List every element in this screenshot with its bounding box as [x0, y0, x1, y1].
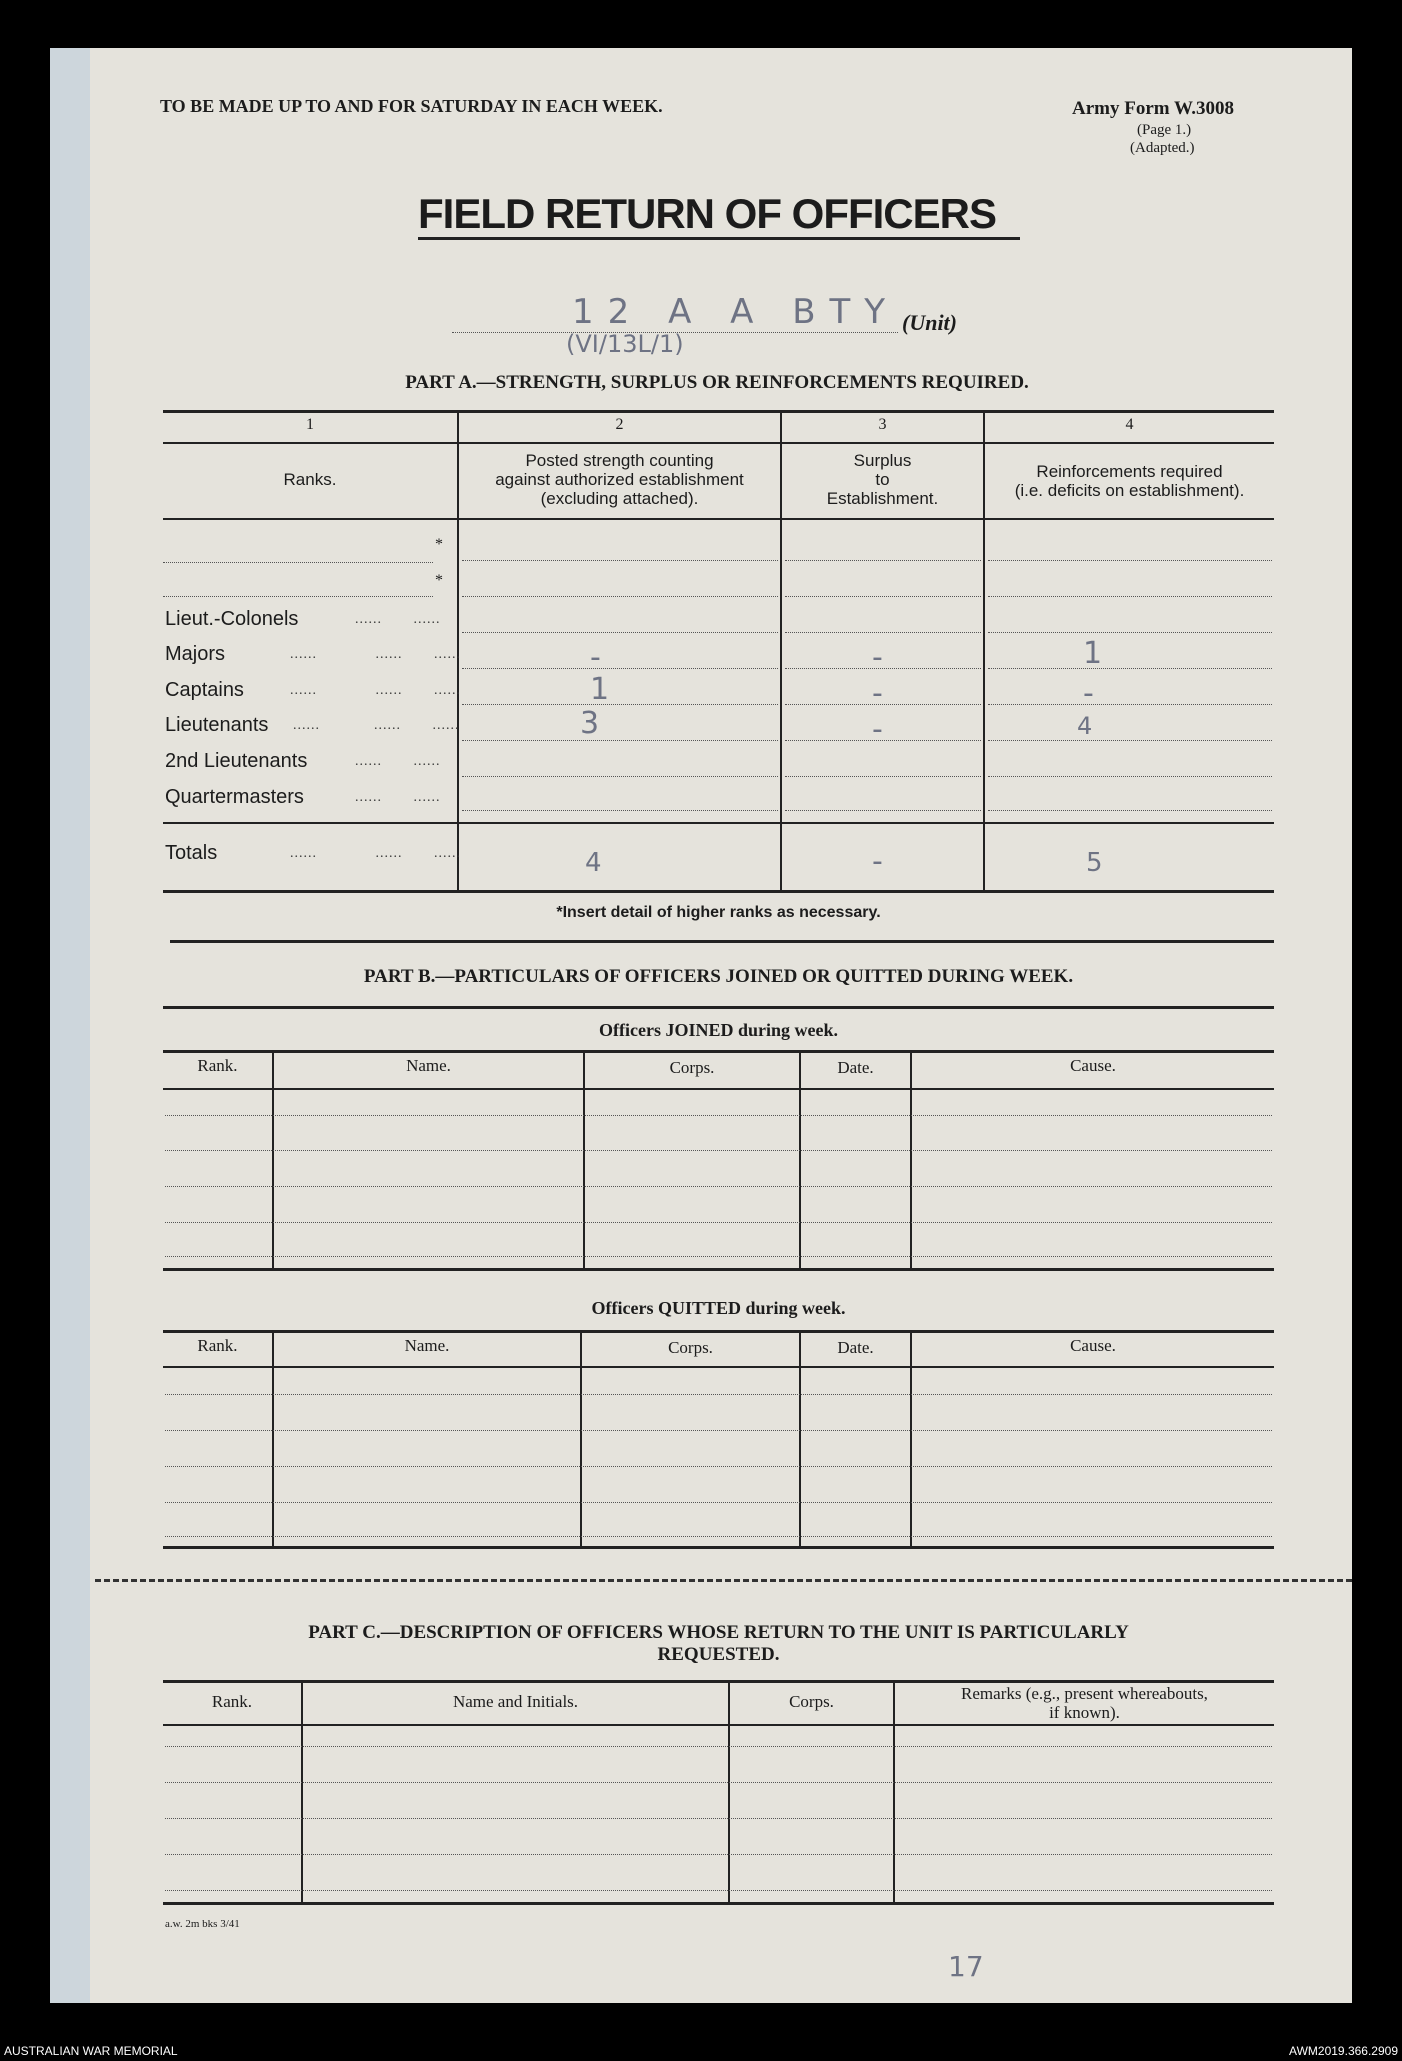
quitted-title: Officers QUITTED during week. — [591, 1298, 846, 1318]
col-header-ranks: Ranks. — [283, 470, 337, 489]
quitted-col-date: Date. — [837, 1338, 874, 1357]
totals-surplus: - — [872, 844, 883, 879]
form-number: Army Form W.3008 — [1072, 98, 1235, 119]
joined-title: Officers JOINED during week. — [599, 1020, 838, 1040]
lieutenants-surplus: - — [872, 712, 883, 747]
totals-reinforcements: 5 — [1086, 848, 1103, 878]
part-c-row-line — [165, 1782, 1272, 1783]
joined-divider — [910, 1052, 912, 1268]
col-header-reinforcements — [985, 462, 1274, 500]
majors-posted: - — [590, 640, 601, 675]
instruction-text: TO BE MADE UP TO AND FOR SATURDAY IN EACH WEEK. — [160, 96, 663, 116]
part-a-bottom-rule — [163, 890, 1274, 893]
quitted-col-cause: Cause. — [1070, 1336, 1116, 1355]
joined-divider — [272, 1052, 274, 1268]
part-c-table-top — [163, 1680, 1274, 1683]
unit-reference-handwritten: (VI/13L/1) — [566, 330, 684, 358]
col-header-surplus-line-1: Surplus — [853, 451, 912, 470]
quitted-header-rule — [163, 1366, 1274, 1368]
part-c-row-line — [165, 1890, 1272, 1891]
asterisk-mark-2: * — [435, 572, 443, 589]
row-line — [785, 668, 981, 669]
lieutenants-posted: 3 — [580, 706, 600, 741]
joined-col-cause: Cause. — [1070, 1056, 1116, 1075]
leader-dots: ...... ...... ...... — [293, 718, 460, 733]
col-number-3: 3 — [878, 416, 887, 433]
part-a-totals-rule — [163, 822, 1274, 824]
part-c-header-rule — [163, 1724, 1274, 1726]
asterisk-mark-1: * — [435, 536, 443, 553]
quitted-row-line — [165, 1466, 1272, 1467]
row-line — [785, 560, 981, 561]
footer-accession-number: AWM2019.366.2909 — [1289, 2044, 1398, 2058]
rank-2nd-lieutenants: 2nd Lieutenants — [165, 750, 308, 772]
row-line — [988, 668, 1272, 669]
leader-dots: ...... ...... — [355, 790, 441, 805]
quitted-col-name: Name. — [404, 1336, 450, 1355]
printer-imprint: a.w. 2m bks 3/41 — [165, 1918, 240, 1930]
joined-divider — [799, 1052, 801, 1268]
joined-col-rank: Rank. — [197, 1056, 238, 1075]
row-line — [785, 632, 981, 633]
lieutenants-reinforcements: 4 — [1077, 712, 1093, 740]
row-line — [988, 596, 1272, 597]
row-line — [988, 704, 1272, 705]
joined-col-date: Date. — [837, 1058, 874, 1077]
captains-surplus: - — [872, 676, 883, 711]
majors-reinforcements: 1 — [1083, 636, 1103, 671]
form-adapted: (Adapted.) — [1130, 140, 1195, 156]
paper-edge-strip — [50, 48, 90, 2003]
col-header-surplus-line-3: Establishment. — [826, 489, 939, 508]
perforation-line — [95, 1579, 1352, 1582]
leader-dots: ...... ...... — [355, 754, 441, 769]
col-header-posted-line-1: Posted strength counting — [525, 451, 714, 470]
row-line — [462, 560, 778, 561]
part-a-heading: PART A.—STRENGTH, SURPLUS OR REINFORCEMENTS REQUIRED. — [405, 372, 1029, 393]
row-line — [785, 740, 981, 741]
col-number-1: 1 — [306, 416, 314, 433]
quitted-col-rank: Rank. — [197, 1336, 238, 1355]
footer-institution: AUSTRALIAN WAR MEMORIAL — [4, 2044, 178, 2058]
captains-reinforcements: - — [1083, 676, 1094, 711]
quitted-table-top — [163, 1330, 1274, 1333]
joined-table-top — [163, 1050, 1274, 1053]
row-line — [462, 632, 778, 633]
quitted-divider — [910, 1332, 912, 1546]
col-header-posted-line-3: (excluding attached). — [540, 489, 699, 508]
quitted-row-line — [165, 1536, 1272, 1537]
col-number-4: 4 — [1125, 416, 1134, 433]
part-a-top-rule — [163, 410, 1274, 413]
joined-header-rule — [163, 1088, 1274, 1090]
row-line — [462, 704, 778, 705]
row-line — [785, 596, 981, 597]
joined-row-line — [165, 1115, 1272, 1116]
row-line — [988, 776, 1272, 777]
part-c-col-name: Name and Initials. — [452, 1692, 579, 1711]
col-header-posted-line-2: against authorized establishment — [495, 470, 744, 489]
quitted-divider — [580, 1332, 582, 1546]
row-line — [462, 740, 778, 741]
part-c-row-line — [165, 1854, 1272, 1855]
row-line — [988, 560, 1272, 561]
rank-quartermasters: Quartermasters — [165, 786, 304, 808]
unit-label: (Unit) — [902, 310, 957, 335]
joined-col-name: Name. — [406, 1056, 451, 1075]
part-c-table-bottom — [163, 1902, 1274, 1905]
captains-posted: 1 — [590, 672, 610, 707]
part-c-remarks-line-2: if known). — [1049, 1703, 1120, 1722]
majors-surplus: - — [872, 640, 883, 675]
col-header-reinf-line-2: (i.e. deficits on establishment). — [1014, 481, 1245, 500]
joined-table-bottom — [163, 1268, 1274, 1271]
joined-row-line — [165, 1222, 1272, 1223]
totals-label: Totals — [165, 842, 218, 864]
row-line — [462, 776, 778, 777]
blank-rank-line-1 — [163, 562, 433, 563]
quitted-table-bottom — [163, 1546, 1274, 1549]
leader-dots: ...... ...... — [355, 612, 441, 627]
part-c-divider — [728, 1682, 730, 1902]
row-line — [988, 632, 1272, 633]
col-header-reinf-line-1: Reinforcements required — [1036, 462, 1223, 481]
part-a-header-rule — [163, 518, 1274, 520]
totals-posted: 4 — [585, 848, 602, 878]
row-line — [462, 668, 778, 669]
quitted-col-corps: Corps. — [668, 1338, 713, 1357]
part-c-divider — [301, 1682, 303, 1902]
part-c-col-corps: Corps. — [789, 1692, 834, 1711]
rank-captains: Captains — [165, 679, 244, 701]
part-c-col-rank: Rank. — [211, 1692, 253, 1711]
joined-row-line — [165, 1186, 1272, 1187]
part-a-number-rule — [163, 442, 1274, 444]
rank-lieut-colonels: Lieut.-Colonels — [165, 608, 299, 630]
col-number-2: 2 — [615, 416, 624, 433]
leader-dots: ...... ...... ...... — [290, 683, 461, 698]
row-line — [785, 776, 981, 777]
part-c-heading-line-1: PART C.—DESCRIPTION OF OFFICERS WHOSE RETURN TO THE UNIT IS PARTICULARLY — [308, 1622, 1129, 1643]
row-line — [988, 810, 1272, 811]
margin-mark-handwritten: 17 — [948, 1950, 984, 1983]
col-header-surplus — [782, 451, 983, 508]
quitted-divider — [272, 1332, 274, 1546]
part-c-row-line — [165, 1818, 1272, 1819]
title-underline — [418, 237, 1020, 240]
part-b-top-rule — [163, 1006, 1274, 1009]
part-c-remarks-line-1: Remarks (e.g., present whereabouts, — [961, 1684, 1208, 1703]
rank-majors: Majors — [165, 643, 226, 665]
part-c-heading-line-2: REQUESTED. — [657, 1644, 780, 1665]
rank-lieutenants: Lieutenants — [165, 714, 269, 736]
part-c-heading — [163, 1622, 1274, 1666]
quitted-row-line — [165, 1394, 1272, 1395]
joined-divider — [583, 1052, 585, 1268]
part-a-end-rule — [170, 940, 1274, 943]
row-line — [785, 810, 981, 811]
quitted-row-line — [165, 1430, 1272, 1431]
leader-dots: ...... ...... ...... — [290, 846, 461, 861]
blank-rank-line-2 — [163, 596, 433, 597]
part-a-footnote: *Insert detail of higher ranks as necessary. — [556, 904, 881, 921]
row-line — [785, 704, 981, 705]
row-line — [462, 810, 778, 811]
unit-handwritten: 12 A A BTY — [572, 292, 900, 332]
joined-row-line — [165, 1150, 1272, 1151]
quitted-divider — [799, 1332, 801, 1546]
part-c-col-remarks — [895, 1684, 1274, 1722]
row-line — [988, 740, 1272, 741]
joined-col-corps: Corps. — [669, 1058, 715, 1077]
col-header-posted — [459, 451, 780, 508]
leader-dots: ...... ...... ...... — [290, 647, 461, 662]
joined-row-line — [165, 1256, 1272, 1257]
part-b-heading: PART B.—PARTICULARS OF OFFICERS JOINED OR QUITTED DURING WEEK. — [363, 966, 1074, 987]
form-page: (Page 1.) — [1137, 122, 1192, 138]
col-header-surplus-line-2: to — [875, 470, 890, 489]
part-c-row-line — [165, 1746, 1272, 1747]
quitted-row-line — [165, 1502, 1272, 1503]
row-line — [462, 596, 778, 597]
form-title: FIELD RETURN OF OFFICERS — [418, 190, 996, 237]
